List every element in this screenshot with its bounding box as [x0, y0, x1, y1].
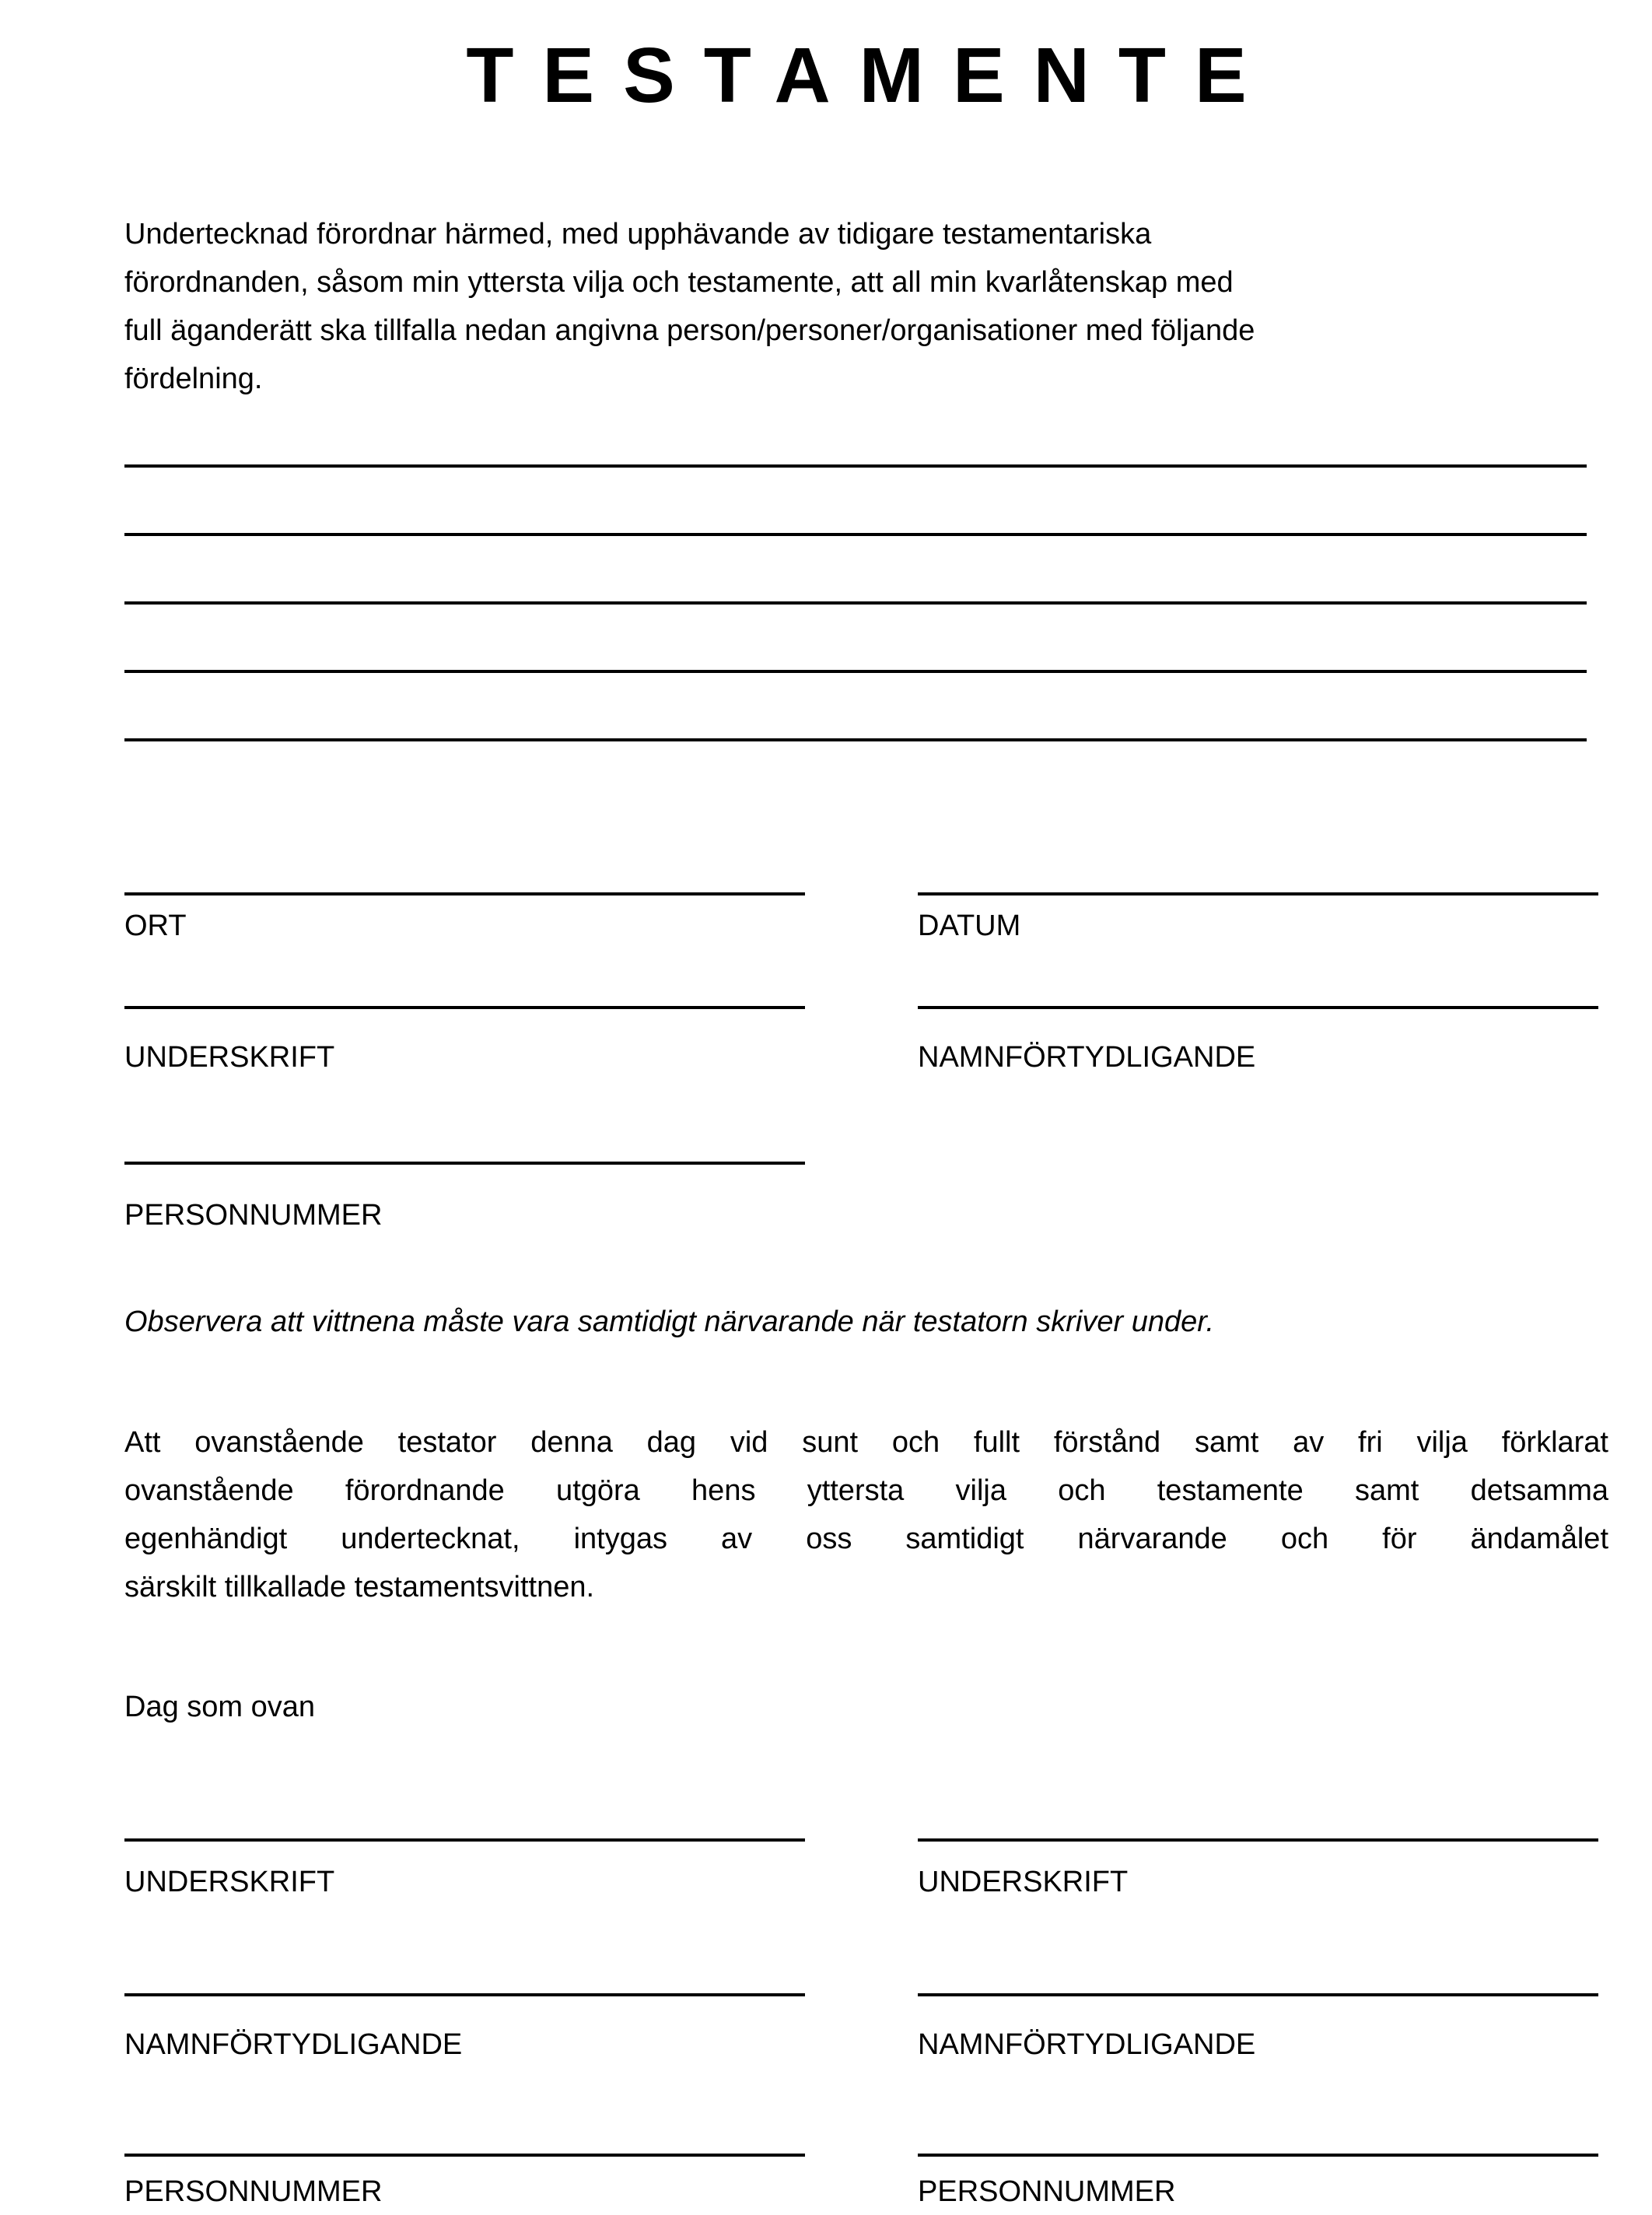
witness1-personnummer-label: PERSONNUMMER	[124, 2175, 383, 2208]
page-title: TESTAMENTE	[466, 32, 1276, 119]
witness2-personnummer-field	[918, 2154, 1598, 2209]
blank-fill-line	[124, 601, 1587, 605]
witness-statement-line: ovanstående förordnande utgöra hens yttersta vilja och testamente samt detsamma	[124, 1474, 1608, 1507]
blank-fill-line	[124, 533, 1587, 536]
ort-label: ORT	[124, 909, 187, 942]
intro-line: full äganderätt ska tillfalla nedan angivna person/personer/organisationer med följande	[124, 314, 1255, 347]
underskrift-label: UNDERSKRIFT	[124, 1041, 335, 1074]
witness1-personnummer-field	[124, 2154, 805, 2209]
personnummer-field	[124, 1162, 805, 1232]
empty-cell	[918, 1162, 1598, 1232]
namnfortydligande-label: NAMNFÖRTYDLIGANDE	[918, 1041, 1256, 1074]
witness2-namnfortydligande-label: NAMNFÖRTYDLIGANDE	[918, 2028, 1256, 2061]
blank-fill-line	[124, 464, 1587, 468]
witness-row-signatures	[124, 1838, 1598, 1899]
date-line: Dag som ovan	[124, 1691, 316, 1723]
personnummer-label: PERSONNUMMER	[124, 1199, 383, 1232]
intro-paragraph	[124, 210, 1608, 403]
witness-note: Observera att vittnena måste vara samtidigt närvarande när testatorn skriver under.	[124, 1306, 1215, 1338]
witness2-personnummer-label: PERSONNUMMER	[918, 2175, 1176, 2208]
intro-line: förordnanden, såsom min yttersta vilja och testamente, att all min kvarlåtenskap med	[124, 266, 1234, 299]
witness-statement-line: egenhändigt undertecknat, intygas av oss samtidigt närvarande och för ändamålet	[124, 1523, 1608, 1555]
datum-field	[918, 892, 1598, 943]
witness2-namnfortydligande-field	[918, 1993, 1598, 2062]
witness2-underskrift-field	[918, 1838, 1598, 1899]
datum-label: DATUM	[918, 909, 1021, 942]
testator-row-ort-datum	[124, 892, 1598, 943]
witness-row-personnummer	[124, 2154, 1598, 2209]
namnfortydligande-field	[918, 1006, 1598, 1074]
witness-statement-paragraph	[124, 1418, 1608, 1611]
testator-row-signature	[124, 1006, 1598, 1074]
underskrift-field	[124, 1006, 805, 1074]
witness1-underskrift-label: UNDERSKRIFT	[124, 1866, 335, 1898]
intro-line: fördelning.	[124, 363, 263, 395]
testator-row-personnummer	[124, 1162, 1598, 1232]
blank-fill-line	[124, 670, 1587, 673]
witness1-underskrift-field	[124, 1838, 805, 1899]
intro-line: Undertecknad förordnar härmed, med upphävande av tidigare testamentariska	[124, 218, 1152, 251]
witness1-namnfortydligande-field	[124, 1993, 805, 2062]
witness-statement-line: särskilt tillkallade testamentsvittnen.	[124, 1571, 595, 1603]
ort-field	[124, 892, 805, 943]
witness-statement-line: Att ovanstående testator denna dag vid sunt och fullt förstånd samt av fri vilja förklarat	[124, 1426, 1608, 1459]
witness2-underskrift-label: UNDERSKRIFT	[918, 1866, 1129, 1898]
witness-row-names	[124, 1993, 1598, 2062]
distribution-blank-lines	[124, 464, 1587, 807]
witness1-namnfortydligande-label: NAMNFÖRTYDLIGANDE	[124, 2028, 463, 2061]
blank-fill-line	[124, 738, 1587, 741]
